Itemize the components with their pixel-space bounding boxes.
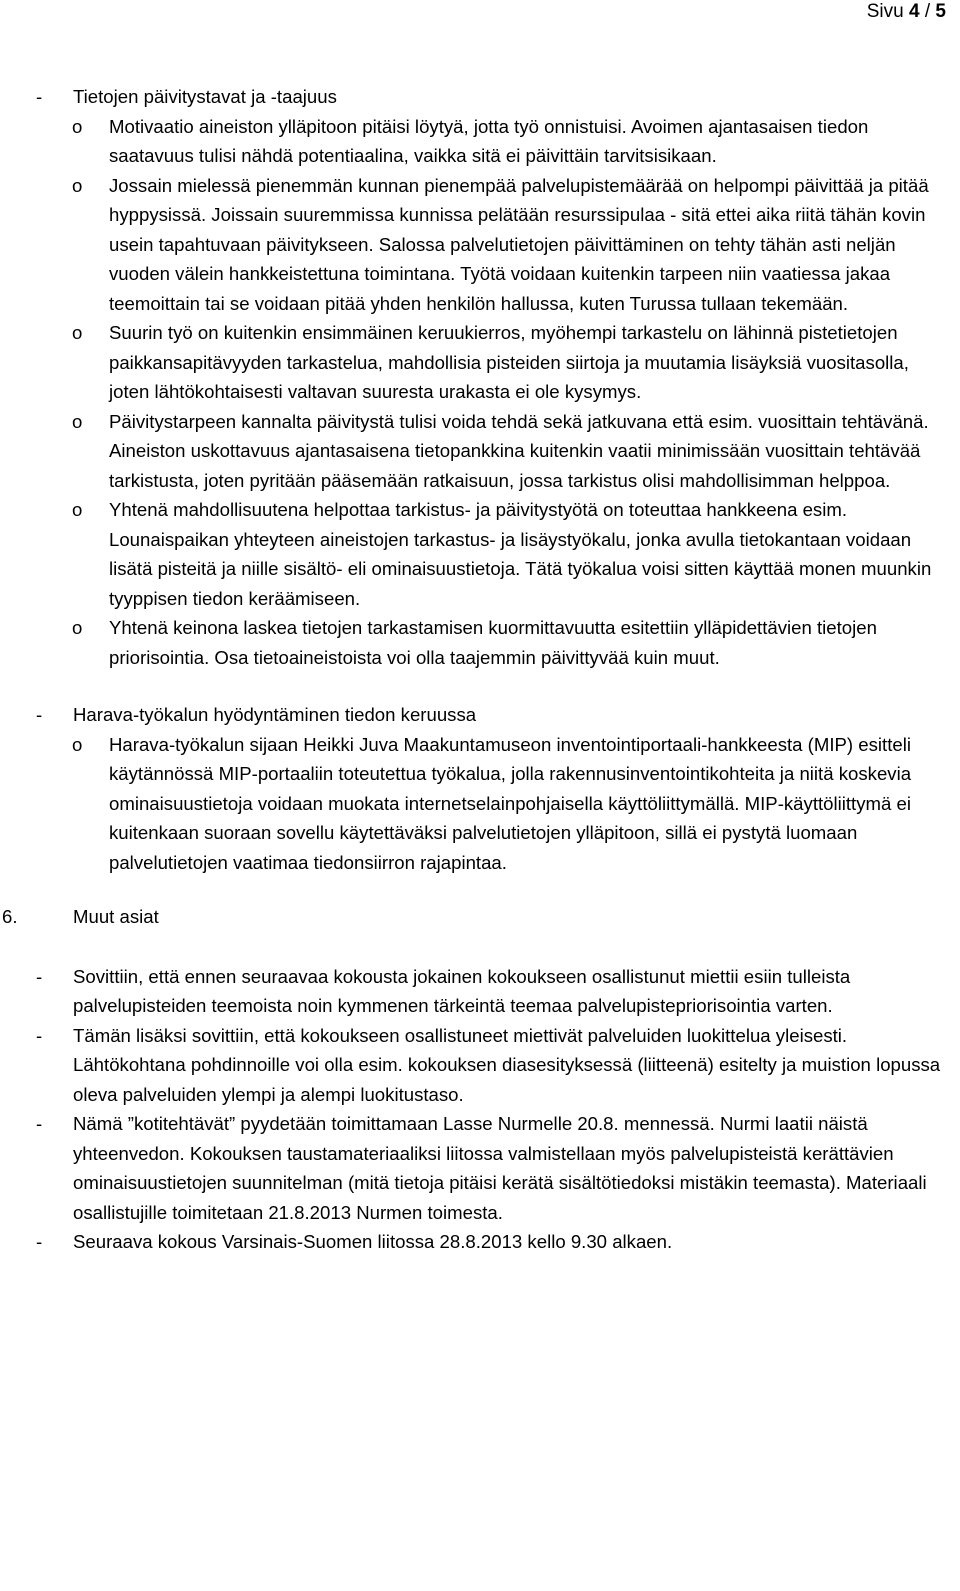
list-item <box>36 1227 946 1257</box>
list-item <box>36 318 946 407</box>
dash-bullet: - <box>36 86 43 107</box>
list-item-text: Jossain mielessä pienemmän kunnan pienempää palvelupistemäärää on helpompi päivittää ja pitää hyppysissä. Joissain suuremmissa kunnissa pelätään resurssipulaa - sitä ettei aika riitä tähän kovin usein tapahtuvaan päivitykseen. Salossa palvelutietojen päivittäminen on tehty tähän asti neljän vuoden välein hankkeistettuna toimintana. Työtä voidaan kuitenkin tarpeen niin vaatiessa jakaa teemoittain tai se voidaan pitää yhden henkilön hallussa, kuten Turussa tullaan tekemään. <box>109 174 929 314</box>
page-separator: / <box>924 1 931 22</box>
document-body <box>2 82 946 1257</box>
section-number: 6. <box>2 906 18 927</box>
list-item-text: Suurin työ on kuitenkin ensimmäinen keruukierros, myöhempi tarkastelu on lähinnä pistetietojen paikkansapitävyyden tarkastelua, mahdollisia pisteiden siirtoja ja muutamia lisäyksiä vuositasolla, joten lähtökohtaisesti valtavan suuresta urakasta ei ole kysymys. <box>109 322 909 402</box>
list-item-text: Yhtenä mahdollisuutena helpottaa tarkistus- ja päivitystyötä on toteuttaa hankkeena esim. Lounaispaikan yhteyteen aineistojen tarkastus- ja lisäystyökalu, jonka avulla tietokantaan voidaan lisätä pisteitä ja niille sisältö- eli ominaisuustietoja. Tätä työkalua voisi sitten käyttää monen muunkin tyyppisen tiedon keräämiseen. <box>109 499 932 609</box>
list-item <box>36 730 946 878</box>
list-item-text: Seuraava kokous Varsinais-Suomen liitossa 28.8.2013 kello 9.30 alkaen. <box>73 1231 673 1252</box>
list-item <box>36 495 946 613</box>
list-item <box>36 1109 946 1227</box>
circle-bullet: o <box>72 322 83 343</box>
section-harava-title: Harava-työkalun hyödyntäminen tiedon keruussa <box>73 704 477 725</box>
list-item <box>36 112 946 171</box>
circle-bullet: o <box>72 115 83 137</box>
dash-bullet: - <box>36 704 43 725</box>
circle-bullet: o <box>72 733 83 755</box>
current-page-number: 4 <box>909 1 920 22</box>
page-header <box>867 0 946 24</box>
list-item <box>36 613 946 672</box>
list-item <box>36 1021 946 1110</box>
list-item <box>36 171 946 319</box>
section-updates <box>36 82 946 672</box>
list-item-text: Harava-työkalun sijaan Heikki Juva Maakuntamuseon inventointiportaali-hankkeesta (MIP) esitteli käytännössä MIP-portaaliin toteutettua työkalua, jolla rakennusinventointikohteita ja niitä koskevia ominaisuustietoja voidaan muokata internetselainpohjaisella käyttöliittymällä. MIP-käyttöliittymä ei kuitenkaan suoraan sovellu käytettäväksi palvelutietojen ylläpitoon, sillä ei pystytä luomaan palvelutietojen vaatimaa tiedonsiirron rajapintaa. <box>109 733 912 873</box>
circle-bullet: o <box>72 410 83 432</box>
section-other-list <box>36 962 946 1257</box>
list-item-text: Päivitystarpeen kannalta päivitystä tulisi voida tehdä sekä jatkuvana että esim. vuosittain tehtävänä. Aineiston uskottavuus ajantasaisena tietopankkina kuitenkin vaatii minimissään vuosittain tehtävää tarkistusta, joten pyritään pääsemään ratkaisuun, jossa tarkistus olisi mahdollisimman helppoa. <box>109 410 929 491</box>
dash-bullet: - <box>36 965 43 987</box>
section-heading-title: Muut asiat <box>73 906 159 927</box>
page-label: Sivu <box>866 1 904 22</box>
list-item-text: Yhtenä keinona laskea tietojen tarkastamisen kuormittavuutta esitettiin ylläpidettävien tietojen priorisointia. Osa tietoaineistoista voi olla taajemmin päivittyvää kuin muut. <box>109 617 877 668</box>
dash-bullet: - <box>36 1113 43 1134</box>
list-item-text: Sovittiin, että ennen seuraavaa kokousta jokainen kokoukseen osallistunut miettii esiin tulleista palvelupisteiden teemoista noin kymmenen tärkeintä teemaa palvelupistepriorisointia varten. <box>73 965 851 1016</box>
section-updates-subitems <box>36 112 946 673</box>
dash-bullet: - <box>36 1231 43 1252</box>
section-updates-title: Tietojen päivitystavat ja -taajuus <box>73 86 337 107</box>
list-item <box>36 962 946 1021</box>
circle-bullet: o <box>72 499 83 520</box>
list-item-text: Motivaatio aineiston ylläpitoon pitäisi löytyä, jotta työ onnistuisi. Avoimen ajantasaisen tiedon saatavuus tulisi nähdä potentiaalina, vaikka sitä ei päivittäin tarvitsisikaan. <box>109 115 869 166</box>
list-item-text: Nämä ”kotitehtävät” pyydetään toimittamaan Lasse Nurmelle 20.8. mennessä. Nurmi laatii näistä yhteenvedon. Kokouksen taustamateriaaliksi liitossa valmistellaan myös palvelupisteistä kerättävien ominaisuustietojen suunnitelman (mitä tietoja pitäisi kerätä sisältötiedoksi mistäkin teemasta). Materiaali osallistujille toimitetaan 21.8.2013 Nurmen toimesta. <box>73 1113 927 1223</box>
section-updates-list <box>36 82 946 877</box>
section-heading-other <box>2 902 946 932</box>
circle-bullet: o <box>72 617 83 638</box>
dash-bullet: - <box>36 1024 43 1046</box>
section-harava <box>36 700 946 877</box>
circle-bullet: o <box>72 174 83 196</box>
section-harava-subitems <box>36 730 946 878</box>
list-item <box>36 407 946 496</box>
total-pages-number: 5 <box>935 1 946 22</box>
list-item-text: Tämän lisäksi sovittiin, että kokoukseen osallistuneet miettivät palveluiden luokittelua yleisesti. Lähtökohtana pohdinnoille voi olla esim. kokouksen diasesityksessä (liitteenä) esitelty ja muistion lopussa oleva palveluiden ylempi ja alempi luokitustaso. <box>73 1024 941 1105</box>
